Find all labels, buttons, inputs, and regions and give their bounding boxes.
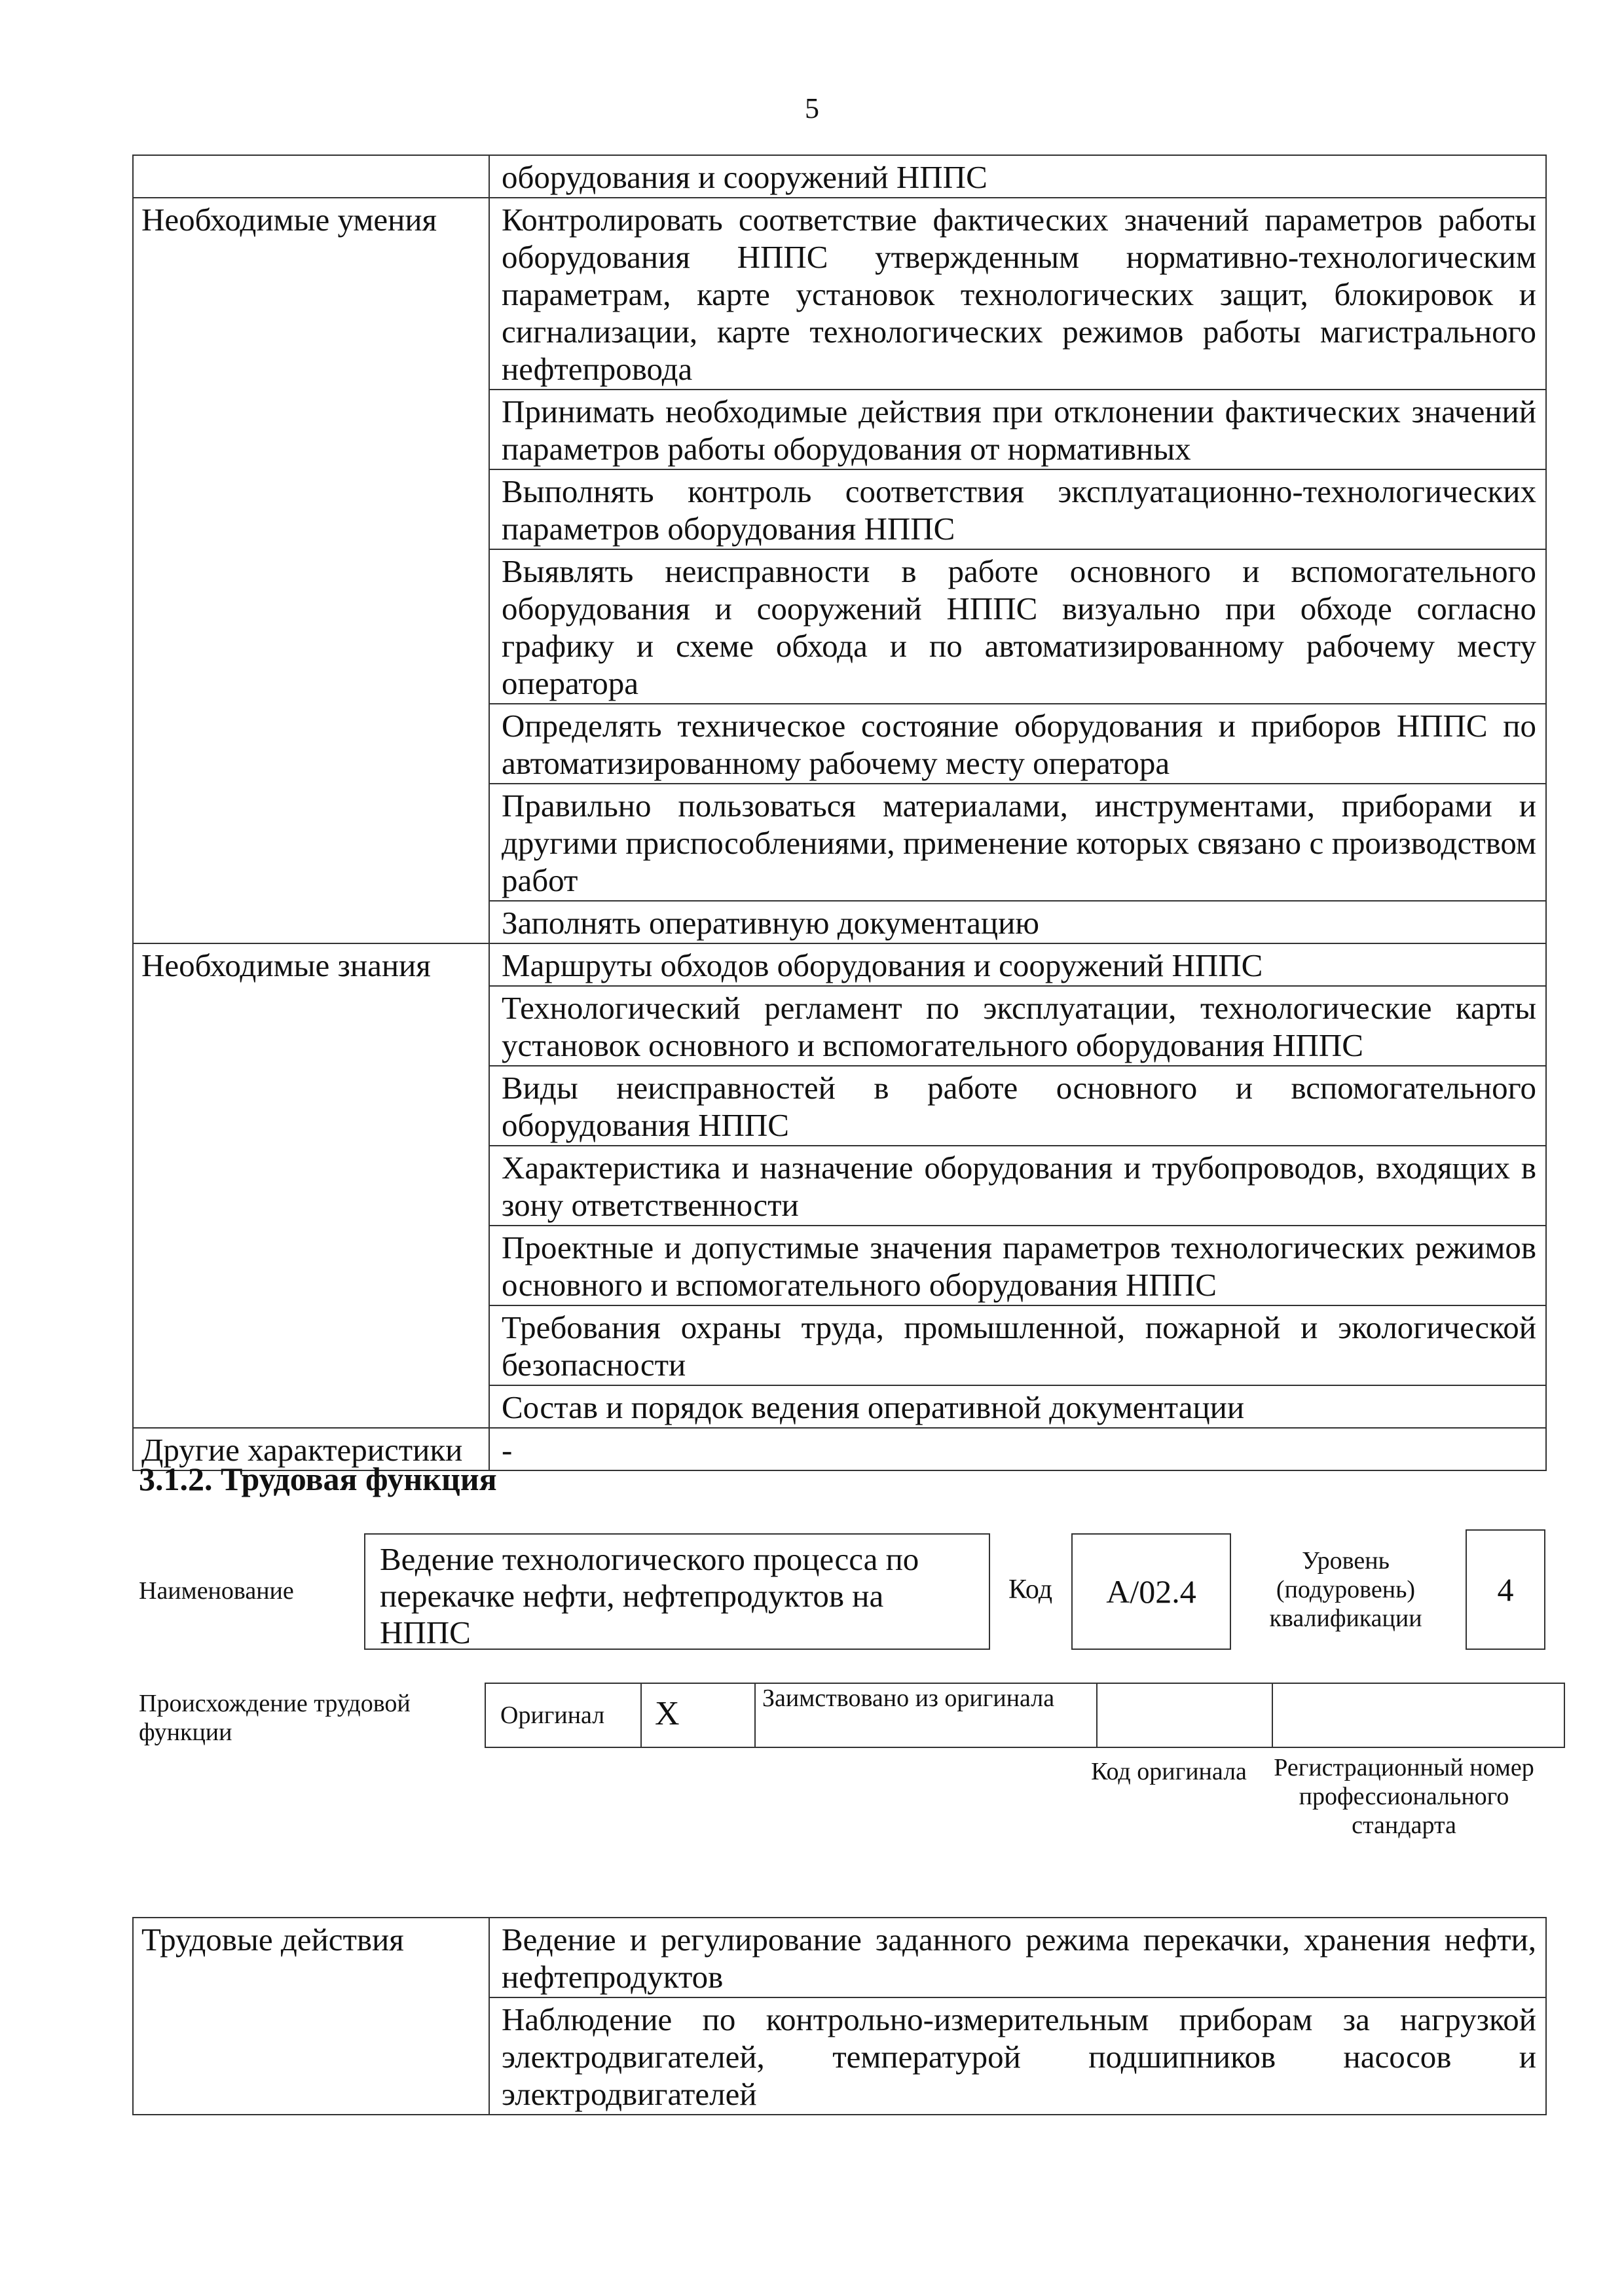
original-code-cell bbox=[1097, 1683, 1272, 1747]
row-value: Выявлять неисправности в работе основного и вспомогательного оборудования и сооружений НППС визуально при обходе согласно графику и схеме обхода и по автоматизированному рабочему месту оператора bbox=[489, 549, 1546, 704]
row-value: Контролировать соответствие фактических значений параметров работы оборудования НППС утвержденным нормативно-технологическим параметрам, карте установок технологических защит, блокировок и сигнализации, карте технологических режимов работы магистрального нефтепровода bbox=[489, 198, 1546, 390]
row-label-other: Другие характеристики bbox=[133, 1428, 489, 1470]
level-label-line: квалификации bbox=[1269, 1605, 1422, 1632]
row-label bbox=[133, 155, 489, 198]
row-value: - bbox=[489, 1428, 1546, 1470]
section-title: 3.1.2. Трудовая функция bbox=[139, 1461, 497, 1497]
row-value: Наблюдение по контрольно-измерительным приборам за нагрузкой электродвигателей, температурой подшипников насосов и электродвигателей bbox=[489, 1997, 1546, 2115]
row-value: Выполнять контроль соответствия эксплуатационно-технологических параметров оборудования НППС bbox=[489, 469, 1546, 549]
row-value: Принимать необходимые действия при отклонении фактических значений параметров работы оборудования от нормативных bbox=[489, 390, 1546, 469]
row-value: Проектные и допустимые значения параметров технологических режимов основного и вспомогательного оборудования НППС bbox=[489, 1226, 1546, 1305]
original-cell: Оригинал bbox=[485, 1683, 641, 1747]
code-original-caption: Код оригинала bbox=[1091, 1758, 1247, 1785]
row-label-actions: Трудовые действия bbox=[133, 1918, 489, 2115]
table-row bbox=[133, 198, 1546, 390]
table-row bbox=[133, 943, 1546, 986]
page-number: 5 bbox=[805, 92, 819, 124]
labor-actions-table bbox=[132, 1917, 1547, 2115]
level-value: 4 bbox=[1466, 1529, 1545, 1650]
row-value: Определять техническое состояние оборудования и приборов НППС по автоматизированному рабочему месту оператора bbox=[489, 704, 1546, 784]
row-value: Виды неисправностей в работе основного и вспомогательного оборудования НППС bbox=[489, 1066, 1546, 1146]
table-row bbox=[133, 1918, 1546, 1997]
level-label bbox=[1246, 1546, 1446, 1633]
origin-table bbox=[485, 1683, 1565, 1748]
code-label: Код bbox=[1008, 1575, 1053, 1605]
table-row bbox=[485, 1683, 1564, 1747]
borrowed-cell: Заимствовано из оригинала bbox=[755, 1683, 1097, 1747]
mark-cell bbox=[641, 1683, 755, 1747]
reg-number-cell bbox=[1272, 1683, 1564, 1747]
row-label-skills: Необходимые умения bbox=[133, 198, 489, 943]
row-value: Ведение и регулирование заданного режима перекачки, хранения нефти, нефтепродуктов bbox=[489, 1918, 1546, 1997]
row-label-knowledge: Необходимые знания bbox=[133, 943, 489, 1428]
row-value: Характеристика и назначение оборудования и трубопроводов, входящих в зону ответственности bbox=[489, 1146, 1546, 1226]
origin-label: Происхождение трудовой функции bbox=[139, 1690, 411, 1746]
row-value: Состав и порядок ведения оперативной документации bbox=[489, 1385, 1546, 1428]
reg-number-caption: Регистрационный номер профессионального стандарта bbox=[1274, 1754, 1534, 1839]
skills-knowledge-table bbox=[132, 155, 1547, 1471]
row-value: Заполнять оперативную документацию bbox=[489, 901, 1546, 943]
row-value: Правильно пользоваться материалами, инструментами, приборами и другими приспособлениями, применение которых связано с производством работ bbox=[489, 784, 1546, 901]
table-row bbox=[133, 155, 1546, 198]
level-label-line: (подуровень) bbox=[1276, 1576, 1416, 1603]
name-label: Наименование bbox=[139, 1577, 294, 1605]
row-value: оборудования и сооружений НППС bbox=[489, 155, 1546, 198]
row-value: Маршруты обходов оборудования и сооружений НППС bbox=[489, 943, 1546, 986]
code-value: А/02.4 bbox=[1071, 1533, 1231, 1650]
original-mark: X bbox=[655, 1695, 680, 1732]
row-value: Требования охраны труда, промышленной, пожарной и экологической безопасности bbox=[489, 1305, 1546, 1385]
row-value: Технологический регламент по эксплуатации, технологические карты установок основного и вспомогательного оборудования НППС bbox=[489, 986, 1546, 1066]
level-label-line: Уровень bbox=[1302, 1547, 1390, 1575]
name-value: Ведение технологического процесса по перекачке нефти, нефтепродуктов на НППС bbox=[364, 1533, 990, 1650]
